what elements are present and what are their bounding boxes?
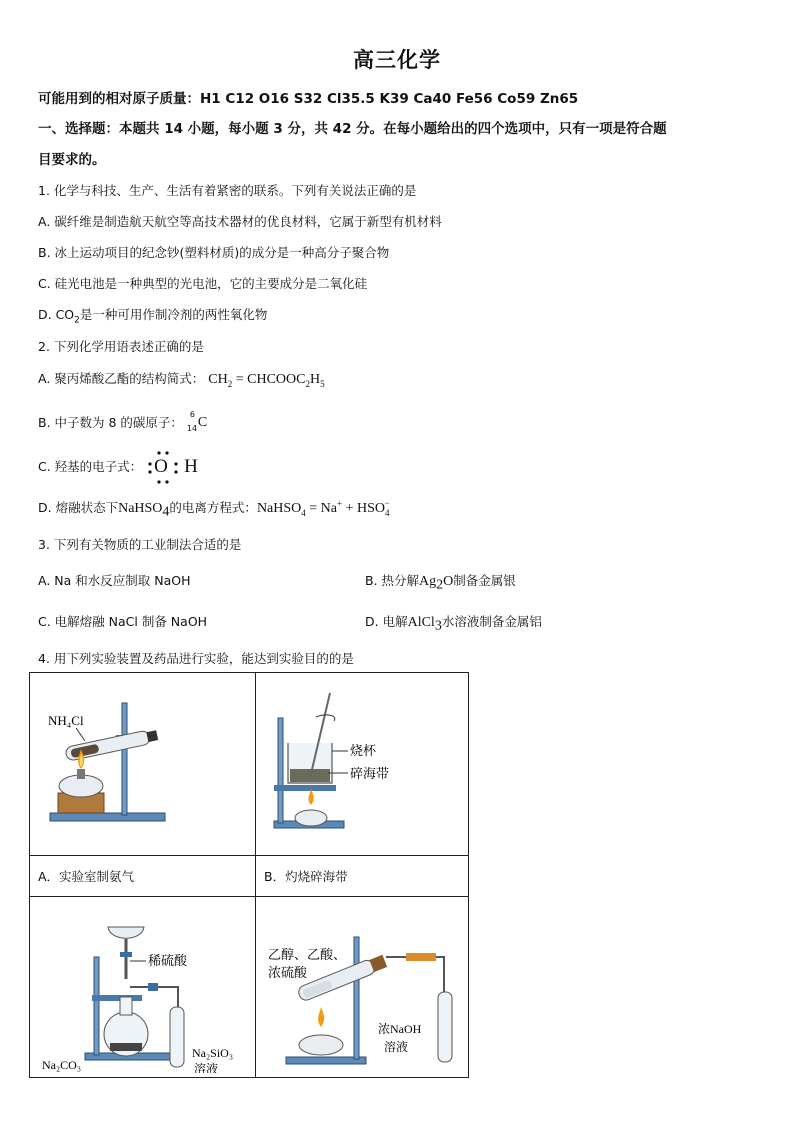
q2-c-label: C. 羟基的电子式： [38, 459, 143, 474]
q2-a-label: A. 聚丙烯酸乙酯的结构简式： [38, 371, 205, 386]
q2-option-a [38, 369, 325, 389]
carbon-isotope-notation: 6 14 C [186, 409, 208, 433]
fig-d-naoh-solution-label: 溶液 [384, 1040, 409, 1054]
hydroxyl-electron-dot-formula: O H [146, 458, 208, 478]
ammonia-apparatus-figure [30, 673, 255, 851]
fig-c-na2co3-label: Na₂CO₃ [42, 1058, 82, 1072]
caption-b: B．灼烧碎海带 [256, 856, 469, 897]
experiment-figure-table [29, 672, 469, 1078]
page-title: 高三化学 [353, 48, 441, 72]
section-one-instructions-cont: 目要求的。 [38, 152, 106, 168]
ionization-equation: NaHSO$_4$ = $Na^+ + HSO_4^-$ [256, 498, 390, 518]
figure-c-cell [30, 897, 256, 1078]
q1-stem: 1. 化学与科技、生产、生活有着紧密的联系。下列有关说法正确的是 [38, 183, 417, 198]
q2-option-d: D. 熔融状态下NaHSO$_4$的电离方程式：NaHSO$_4$ = $Na^+ + HSO_4^-$ [38, 498, 390, 520]
q2-b-label: B. 中子数为 8 的碳原子： [38, 415, 183, 430]
figure-a-cell [30, 673, 256, 856]
q3-stem: 3. 下列有关物质的工业制法合适的是 [38, 537, 242, 552]
ethyl-acetate-figure [256, 897, 468, 1073]
figure-b-cell [256, 673, 469, 856]
q2-stem: 2. 下列化学用语表述正确的是 [38, 339, 204, 354]
caption-a: A．实验室制氨气 [30, 856, 256, 897]
q1-d-label: D. CO [38, 307, 75, 322]
q4-stem: 4. 用下列实验装置及药品进行实验，能达到实验目的的是 [38, 651, 354, 666]
atomic-masses: 可能用到的相对原子质量：H1 C12 O16 S32 Cl35.5 K39 Ca40 Fe56 Co59 Zn65 [38, 91, 579, 107]
q3-option-d: D. 电解AlCl$_3$水溶液制备金属铝 [365, 614, 542, 634]
q2-a-formula: $CH_2$ = $CHCOOC_2H_5$ [208, 372, 325, 389]
fig-d-reagents-label: 乙醇、乙酸、 [268, 948, 347, 963]
fig-b-seaweed-label: 碎海带 [350, 767, 390, 782]
q1-d-sub: 2 [74, 315, 80, 326]
fig-a-label: NH₄Cl [48, 713, 84, 728]
fig-c-acid-label: 稀硫酸 [148, 954, 188, 969]
q1-option-d [38, 305, 267, 326]
q3-option-b: B. 热分解$Ag_2O$制备金属银 [365, 573, 516, 593]
q2-option-c [38, 457, 208, 478]
q1-d-rest: 是一种可用作制冷剂的两性氧化物 [79, 307, 268, 322]
carbonic-silicic-acid-figure [30, 897, 255, 1073]
figure-d-cell [256, 897, 469, 1078]
q1-option-a: A. 碳纤维是制造航天航空等高技术器材的优良材料，它属于新型有机材料 [38, 214, 442, 229]
q1-option-b: B. 冰上运动项目的纪念钞(塑料材质)的成分是一种高分子聚合物 [38, 245, 390, 260]
section-one-instructions: 一、选择题：本题共 14 小题，每小题 3 分，共 42 分。在每小题给出的四个选项中，只有一项是符合题 [38, 121, 667, 137]
fig-b-beaker-label: 烧杯 [350, 744, 377, 759]
fig-c-solution-label: 溶液 [194, 1062, 219, 1073]
fig-d-reagents-label-2: 浓硫酸 [268, 966, 308, 981]
q1-option-c: C. 硅光电池是一种典型的光电池，它的主要成分是二氧化硅 [38, 276, 368, 291]
fig-d-naoh-label: 浓NaOH [378, 1022, 422, 1036]
q3-option-c: C. 电解熔融 NaCl 制备 NaOH [38, 614, 208, 629]
burning-seaweed-figure [256, 673, 468, 851]
q3-option-a: A. Na 和水反应制取 NaOH [38, 573, 191, 588]
q2-option-b [38, 409, 209, 433]
fig-c-na2sio3-label: Na₂SiO₃ [192, 1046, 234, 1060]
